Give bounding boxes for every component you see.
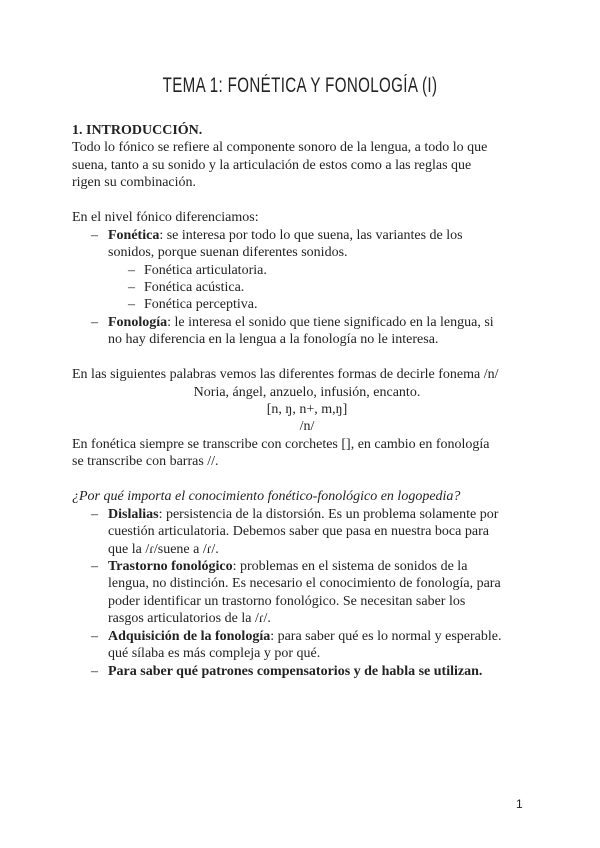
term: Fonética bbox=[108, 227, 160, 243]
dash-bullet: – bbox=[128, 279, 135, 295]
dash-bullet: – bbox=[128, 297, 135, 313]
definition: : problemas en el sistema de sonidos de la bbox=[232, 558, 468, 574]
term: Trastorno fonológico bbox=[108, 558, 233, 574]
list-item-reason bbox=[72, 628, 542, 645]
paragraph-line: En fonética siempre se transcribe con corchetes [], en cambio en fonología bbox=[72, 436, 490, 452]
phoneme: /n/ bbox=[299, 419, 315, 435]
section-heading bbox=[72, 122, 542, 139]
list-item-continuation: cuestión articulatoria. Debemos saber que pasa en nuestra boca para bbox=[108, 524, 489, 540]
definition: : persistencia de la distorsión. Es un problema solamente por bbox=[158, 506, 499, 522]
list-item-continuation: lengua, no distinción. Es necesario el conocimiento de fonología, para bbox=[108, 576, 501, 592]
paragraph-line: suena, tanto a su sonido y la articulación de estos como a las reglas que bbox=[72, 157, 472, 173]
list-item-continuation: sonidos, porque suenan diferentes sonidos. bbox=[108, 245, 348, 261]
paragraph-line: Todo lo fónico se refiere al componente sonoro de la lengua, a todo lo que bbox=[72, 140, 488, 156]
term: Adquisición de la fonología bbox=[108, 628, 271, 644]
list-item-continuation: qué sílaba es más compleja y por qué. bbox=[108, 646, 321, 662]
page-title: TEMA 1: FONÉTICA Y FONOLOGÍA (I) bbox=[162, 74, 438, 97]
section-heading-text: 1. INTRODUCCIÓN. bbox=[72, 123, 203, 138]
page-number: 1 bbox=[516, 797, 523, 811]
sub-item-text: Fonética acústica. bbox=[144, 279, 245, 295]
dash-bullet: – bbox=[91, 628, 98, 644]
list-item-continuation: poder identificar un trastorno fonológico. Se necesitan saber los bbox=[108, 593, 466, 609]
sub-list-item bbox=[72, 296, 542, 313]
sub-item-text: Fonética articulatoria. bbox=[144, 262, 267, 278]
dash-bullet: – bbox=[91, 506, 98, 522]
document-body bbox=[72, 122, 542, 680]
term: Dislalias bbox=[108, 506, 159, 522]
paragraph-line: se transcribe con barras //. bbox=[72, 454, 219, 470]
sub-list-item bbox=[72, 279, 542, 296]
definition: : para saber qué es lo normal y esperable. bbox=[270, 628, 502, 644]
list-item-reason bbox=[72, 558, 542, 575]
list-item-continuation: rasgos articulatorios de la /ɾ/. bbox=[108, 611, 271, 627]
dash-bullet: – bbox=[91, 314, 98, 330]
list-item-continuation: que la /ɾ/suene a /ɾ/. bbox=[108, 541, 219, 557]
definition: : le interesa el sonido que tiene significado en la lengua, si bbox=[167, 314, 494, 330]
list-item-fonetica bbox=[72, 227, 542, 244]
term: Fonología bbox=[108, 314, 168, 330]
list-item-reason bbox=[72, 663, 542, 680]
sub-list-item bbox=[72, 262, 542, 279]
list-item-reason bbox=[72, 506, 542, 523]
paragraph-line: En las siguientes palabras vemos las diferentes formas de decirle fonema /n/ bbox=[72, 367, 499, 383]
question-heading: ¿Por qué importa el conocimiento fonético-fonológico en logopedia? bbox=[72, 489, 461, 505]
example-words: Noria, ángel, anzuelo, infusión, encanto. bbox=[193, 384, 421, 400]
dash-bullet: – bbox=[91, 663, 98, 679]
paragraph-line: rigen su combinación. bbox=[72, 175, 197, 191]
list-item-continuation: no hay diferencia en la lengua a la fonología no le interesa. bbox=[108, 332, 439, 348]
dash-bullet: – bbox=[128, 262, 135, 278]
phonetic-transcription: [n, ŋ, n+, m,ŋ] bbox=[266, 402, 348, 417]
dash-bullet: – bbox=[91, 558, 98, 574]
paragraph-line: En el nivel fónico diferenciamos: bbox=[72, 210, 259, 226]
definition: : se interesa por todo lo que suena, las variantes de los bbox=[159, 227, 463, 243]
term: Para saber qué patrones compensatorios y de habla se utilizan. bbox=[108, 663, 483, 679]
sub-item-text: Fonética perceptiva. bbox=[144, 297, 258, 313]
list-item-fonologia bbox=[72, 314, 542, 331]
dash-bullet: – bbox=[91, 227, 98, 243]
